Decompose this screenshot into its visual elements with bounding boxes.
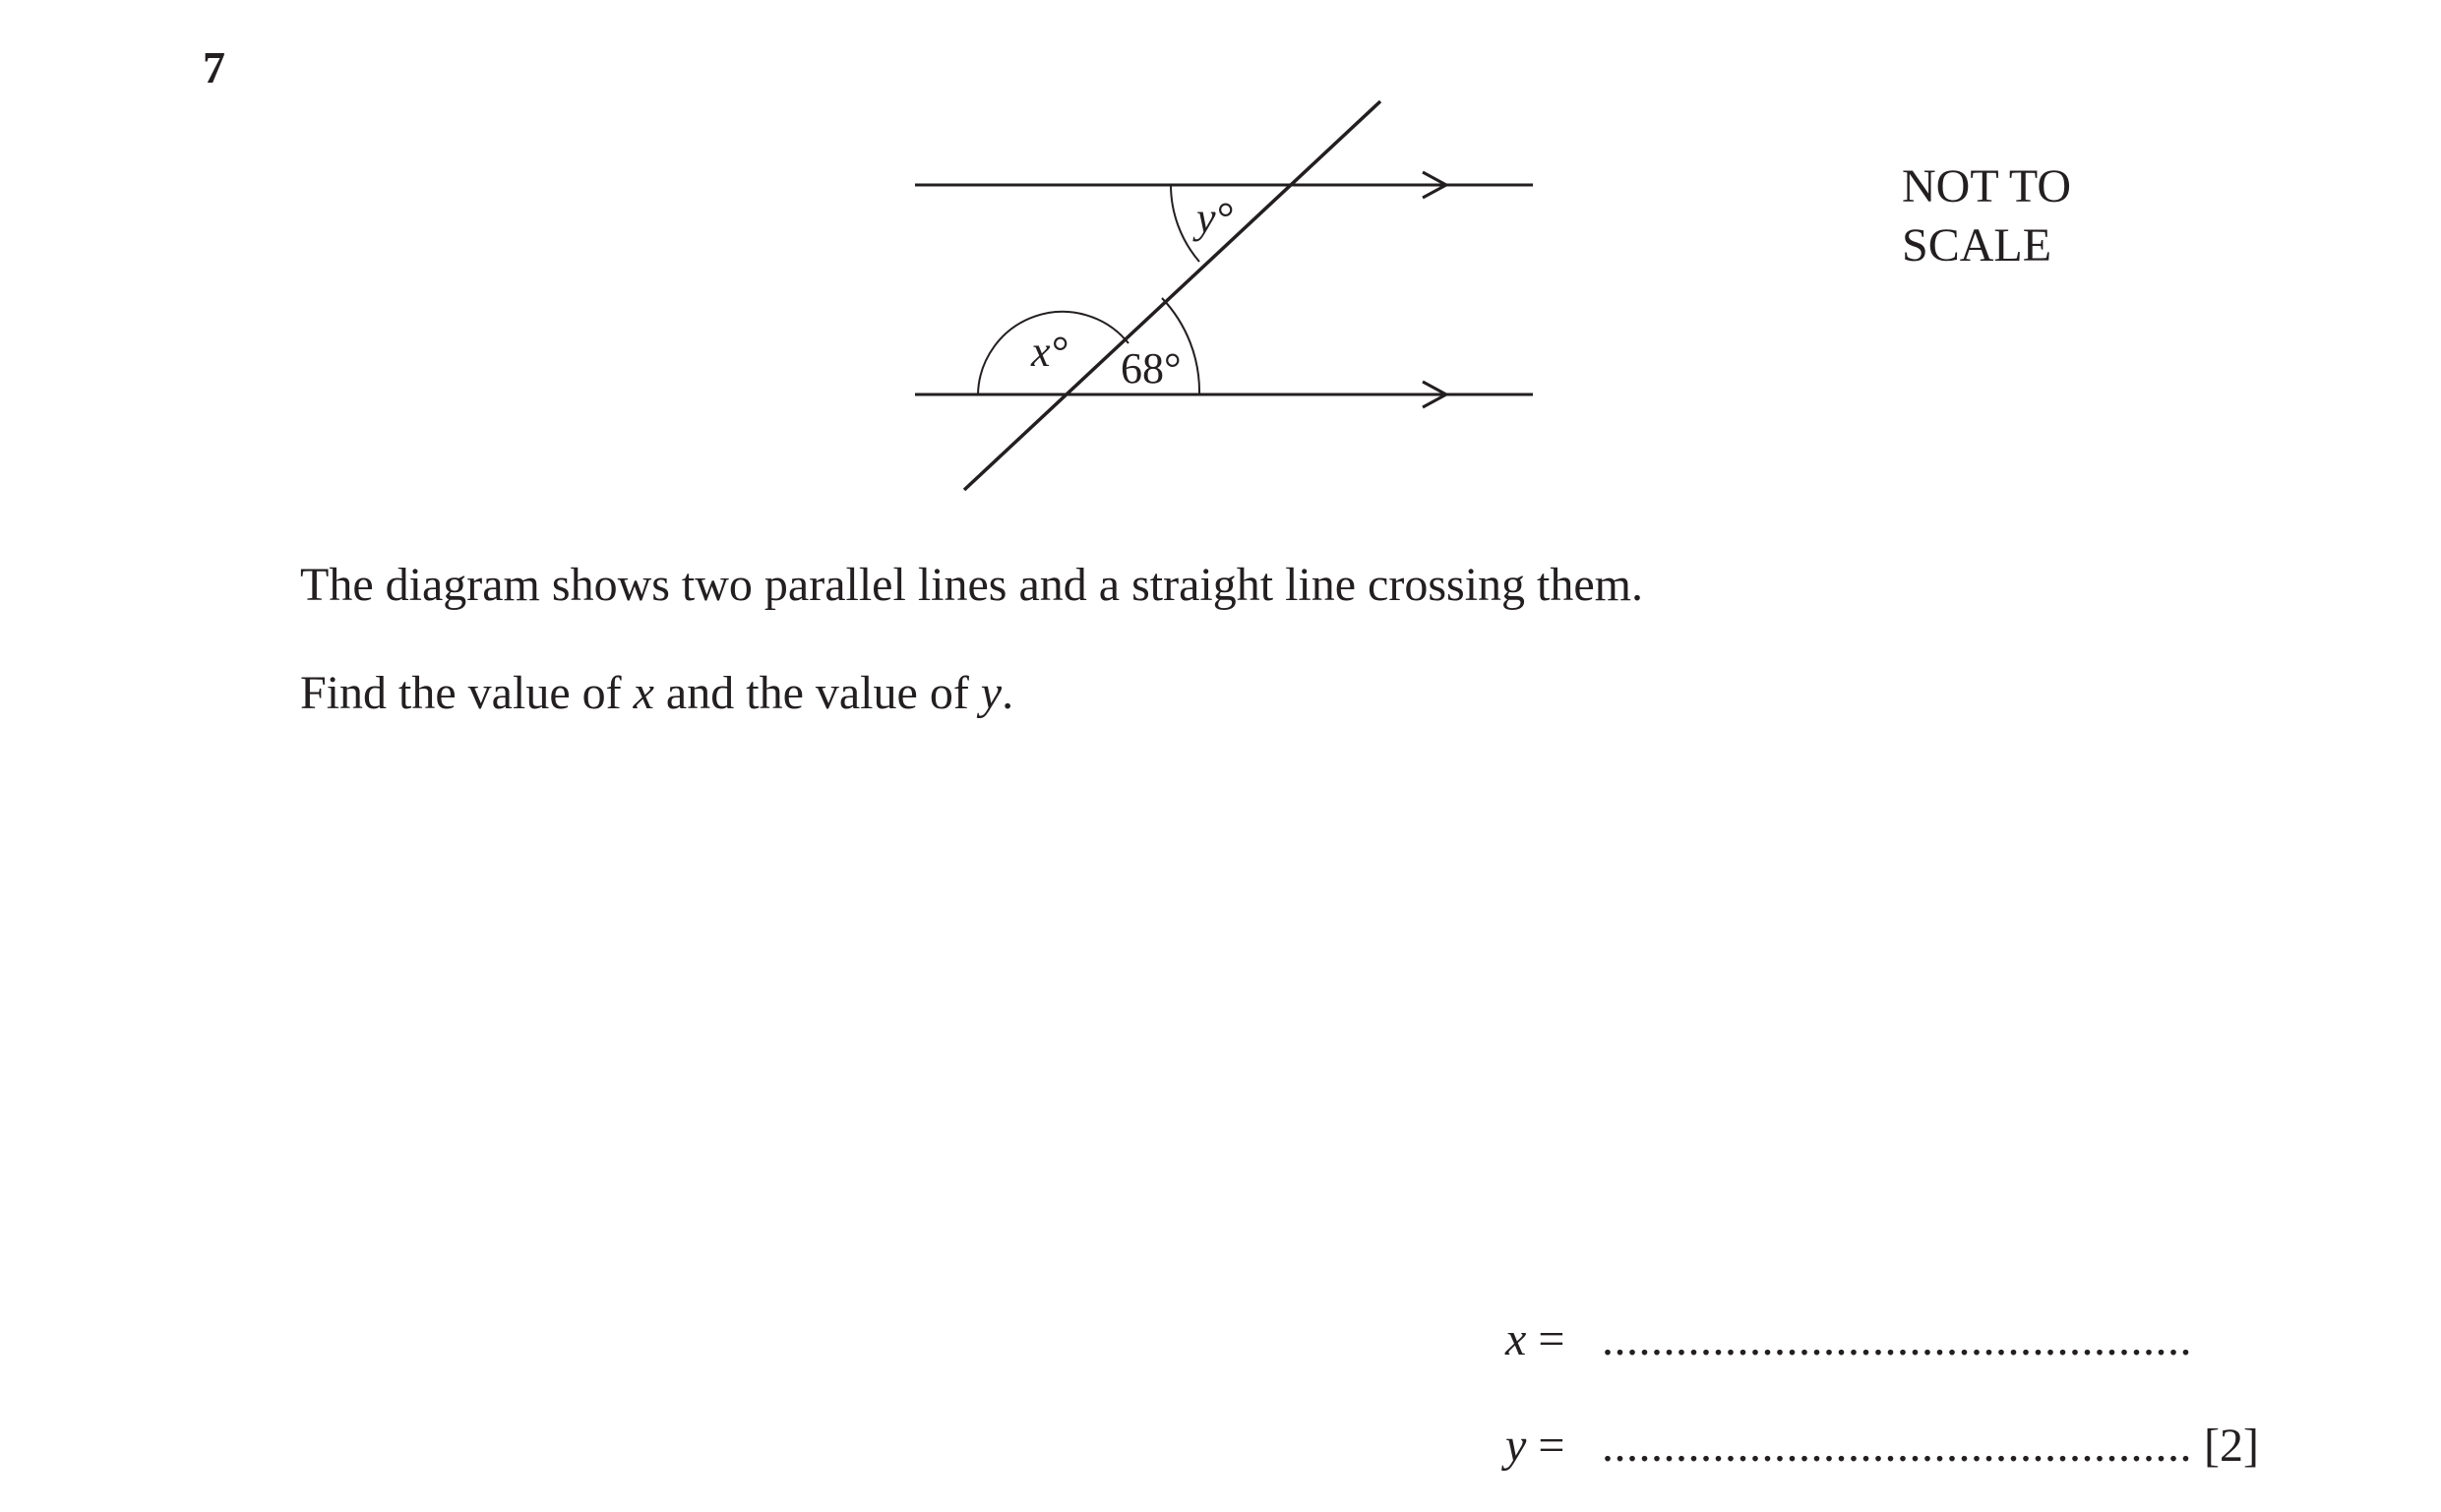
angle-label-68: 68° — [1121, 344, 1182, 393]
transversal-line — [964, 101, 1380, 490]
question-var-x: x — [633, 667, 654, 719]
question-text-2-mid: and the value of — [653, 667, 981, 719]
answer-equals-y: = — [1526, 1420, 1565, 1472]
marks-label: [2] — [2204, 1420, 2259, 1472]
question-text-1: The diagram shows two parallel lines and a straight line crossing them. — [300, 559, 1643, 611]
answer-var-y: y — [1505, 1420, 1527, 1472]
angle-label-y: y° — [1196, 194, 1234, 242]
answer-row-x — [1505, 1311, 2192, 1368]
answer-line-y[interactable]: ................................................ — [1602, 1420, 2192, 1472]
question-text-2-post: . — [1002, 667, 1014, 719]
angle-arc-y — [1171, 185, 1199, 262]
answer-equals-x: = — [1526, 1313, 1565, 1365]
scale-note-line-2: SCALE — [1902, 219, 2052, 272]
answer-var-x: x — [1505, 1313, 1527, 1365]
question-text-2 — [300, 665, 1013, 722]
angle-label-x: x° — [1031, 328, 1068, 376]
question-text-2-pre: Find the value of — [300, 667, 634, 719]
question-var-y: y — [980, 667, 1003, 719]
answer-line-x[interactable]: ................................................ — [1602, 1313, 2192, 1365]
question-number: 7 — [203, 42, 225, 92]
answer-row-y — [1505, 1418, 2192, 1475]
scale-note-line-1: NOT TO — [1902, 160, 2072, 212]
